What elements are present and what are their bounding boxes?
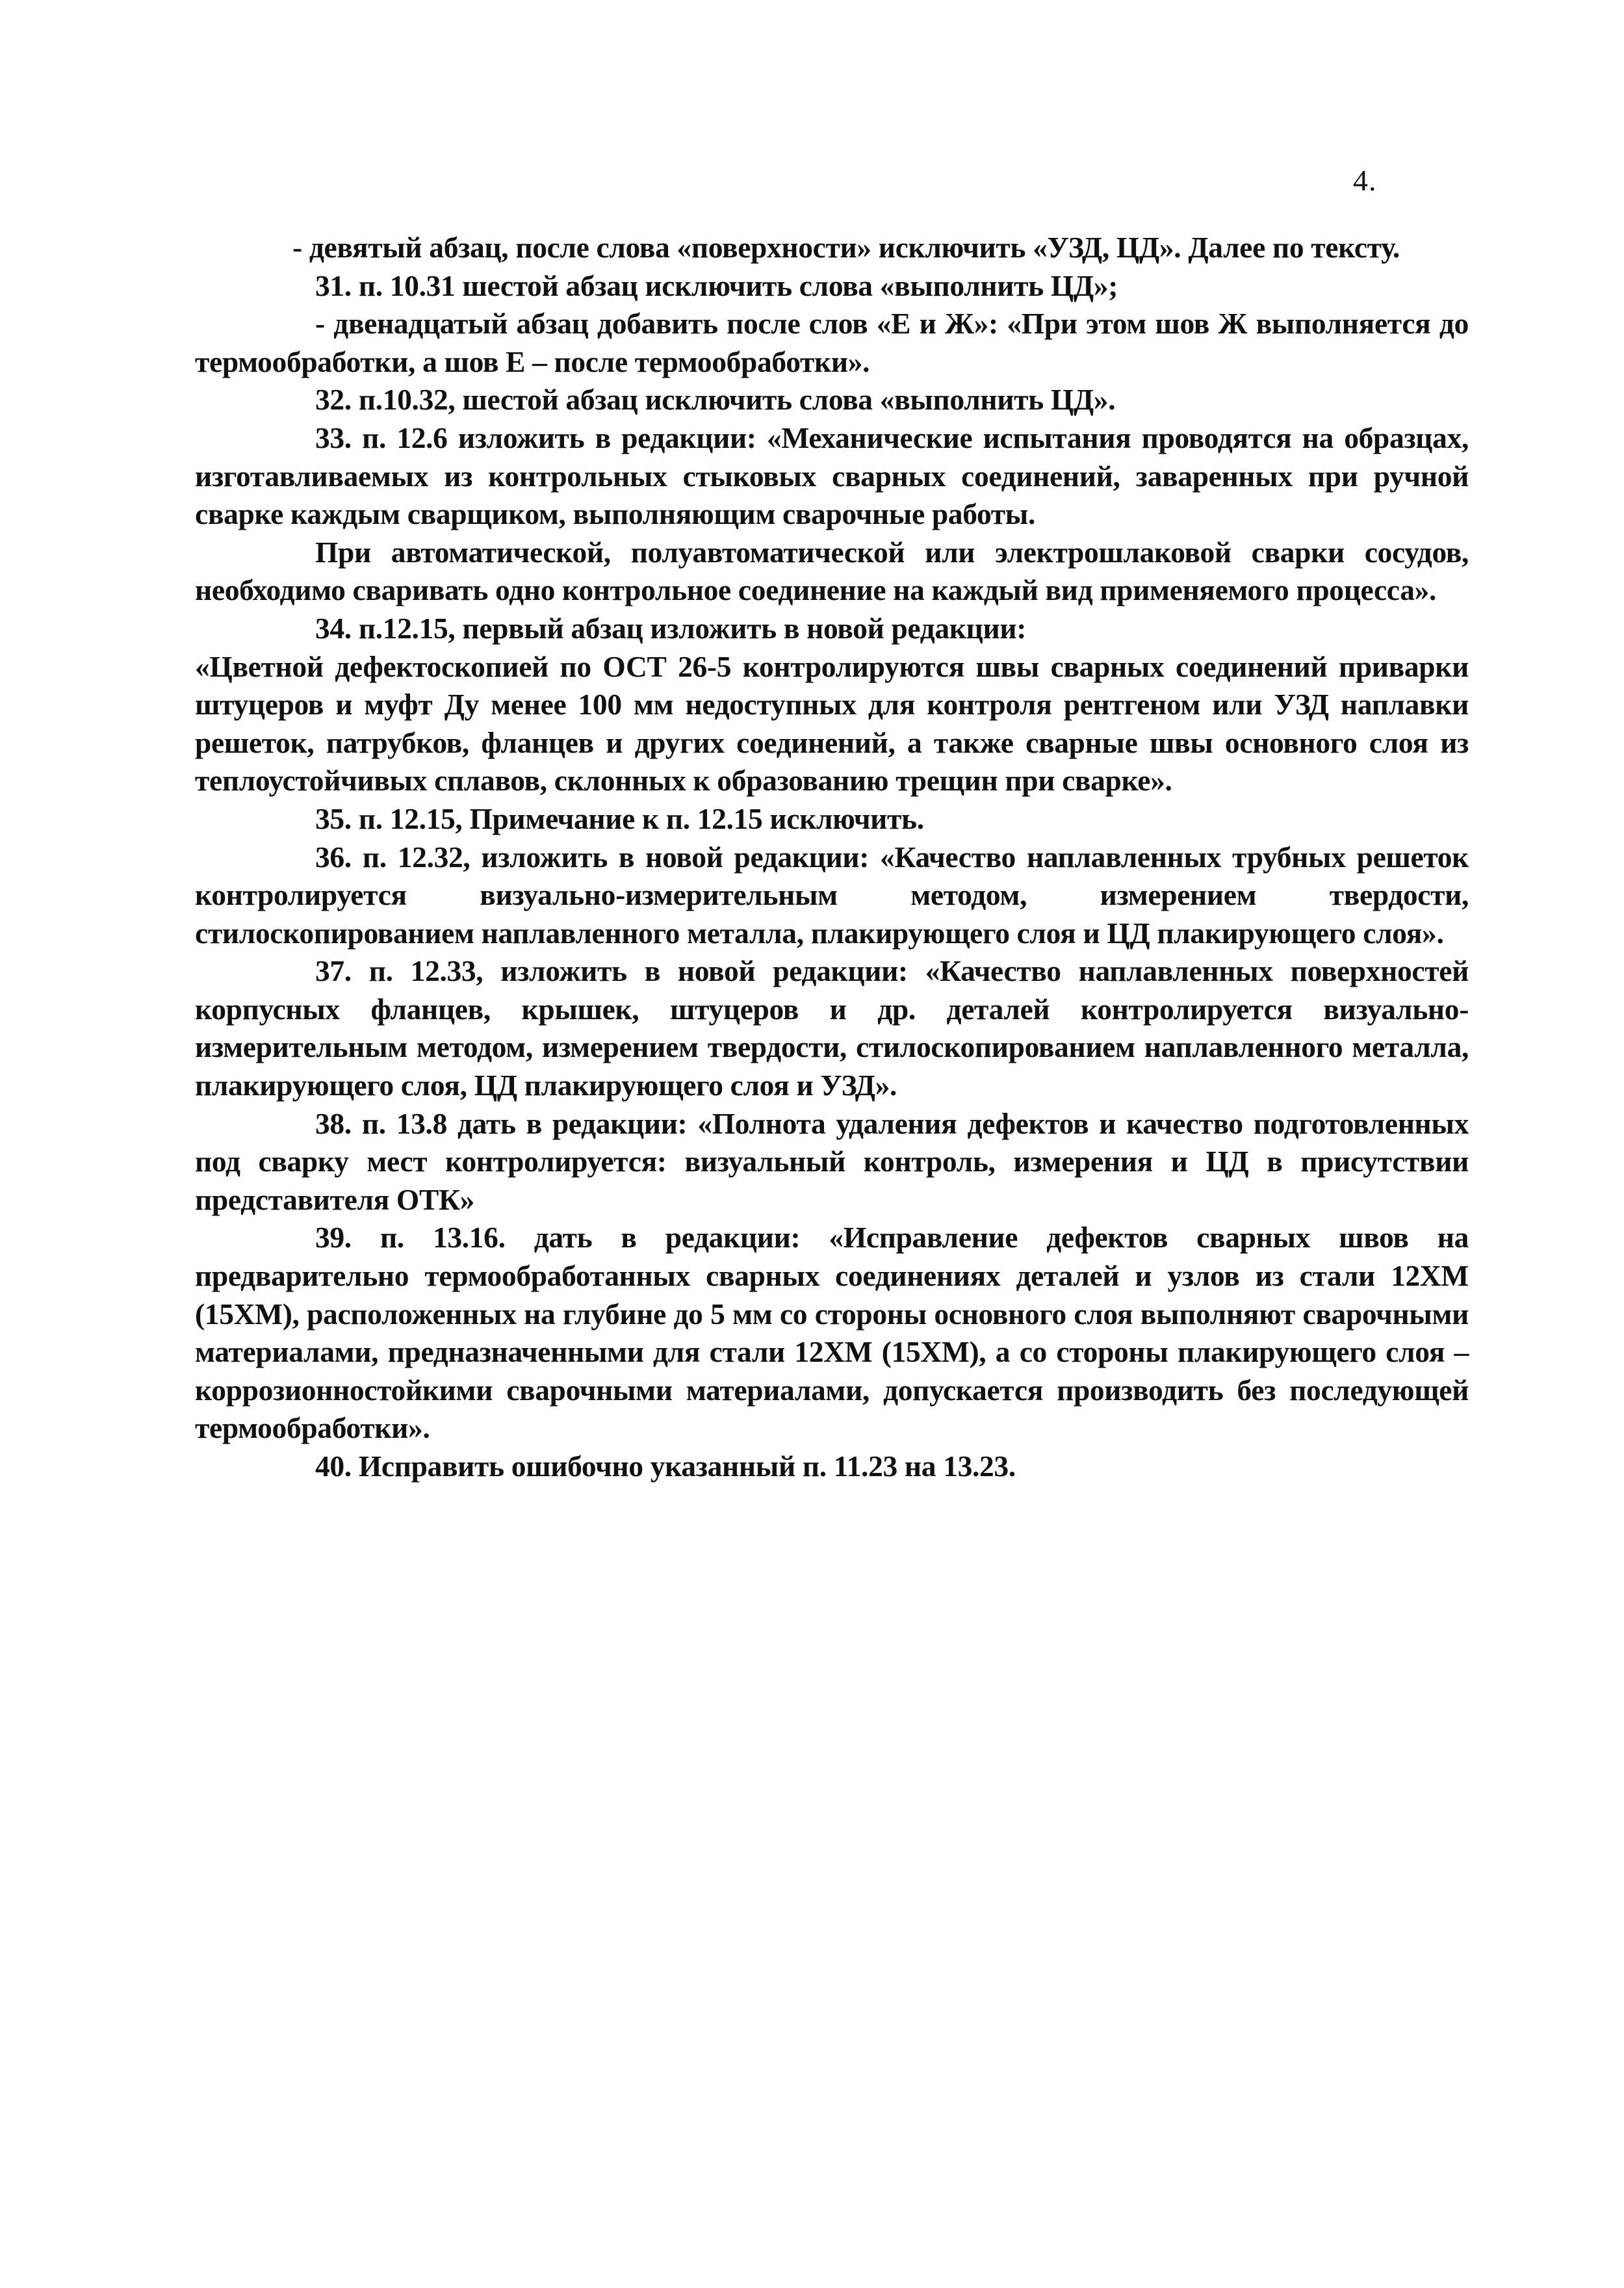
paragraph-item-40: 40. Исправить ошибочно указанный п. 11.23 на 13.23. (315, 1450, 1016, 1483)
paragraph-item-31: 31. п. 10.31 шестой абзац исключить слова «выполнить ЦД»; (315, 268, 1118, 302)
paragraph-item-35: 35. п. 12.15, Примечание к п. 12.15 исключить. (315, 801, 924, 835)
paragraph-automatic-welding: При автоматической, полуавтоматической или электрошлаковой сварки сосудов, необходимо сваривать одно контрольное соединение на каждый вид применяемого процесса». (195, 535, 1469, 607)
page-number: 4. (1353, 164, 1377, 197)
paragraph-twelfth-abzac: - двенадцатый абзац добавить после слов «Е и Ж»: «При этом шов Ж выполняется до термообработки, а шов Е – после термообработки». (195, 307, 1469, 378)
paragraph-ninth-abzac: - девятый абзац, после слова «поверхности» исключить «УЗД, ЦД». Далее по тексту. (292, 231, 1400, 264)
paragraph-item-38: 38. п. 13.8 дать в редакции: «Полнота удаления дефектов и качество подготовленных под сварку мест контролируется: визуальный контроль, измерения и ЦД в присутствии представителя ОТК» (195, 1106, 1469, 1216)
paragraph-item-36: 36. п. 12.32, изложить в новой редакции: «Качество наплавленных трубных решеток контролируется визуально-измерительным методом, измерением твердости, стилоскопированием наплавленного металла, плакирующего слоя и ЦД плакирующего слоя». (195, 840, 1469, 950)
document-body (195, 229, 1469, 1486)
paragraph-item-34: 34. п.12.15, первый абзац изложить в новой редакции: (315, 611, 1026, 645)
paragraph-color-defectoscopy: «Цветной дефектоскопией по ОСТ 26-5 контролируются швы сварных соединений приварки штуцеров и муфт Ду менее 100 мм недоступных для контроля рентгеном или УЗД наплавки решеток, патрубков, фланцев и других соединений, а также сварные швы основного слоя из теплоустойчивых сплавов, склонных к образованию трещин при сварке». (195, 649, 1469, 798)
paragraph-item-37: 37. п. 12.33, изложить в новой редакции: «Качество наплавленных поверхностей корпусных фланцев, крышек, штуцеров и др. деталей контролируется визуально-измерительным методом, измерением твердости, стилоскопированием наплавленного металла, плакирующего слоя, ЦД плакирующего слоя и УЗД». (195, 954, 1469, 1102)
paragraph-item-33: 33. п. 12.6 изложить в редакции: «Механические испытания проводятся на образцах, изготавливаемых из контрольных стыковых сварных соединений, заваренных при ручной сварке каждым сварщиком, выполняющим сварочные работы. (195, 421, 1469, 531)
paragraph-item-39: 39. п. 13.16. дать в редакции: «Исправление дефектов сварных швов на предварительно термообработанных сварных соединениях деталей и узлов из стали 12ХМ (15ХМ), расположенных на глубине до 5 мм со стороны основного слоя выполняют сварочными материалами, предназначенными для стали 12ХМ (15ХМ), а со стороны плакирующего слоя – коррозионностойкими сварочными материалами, допускается производить без последующей термообработки». (195, 1221, 1469, 1445)
paragraph-item-32: 32. п.10.32, шестой абзац исключить слова «выполнить ЦД». (315, 383, 1116, 417)
